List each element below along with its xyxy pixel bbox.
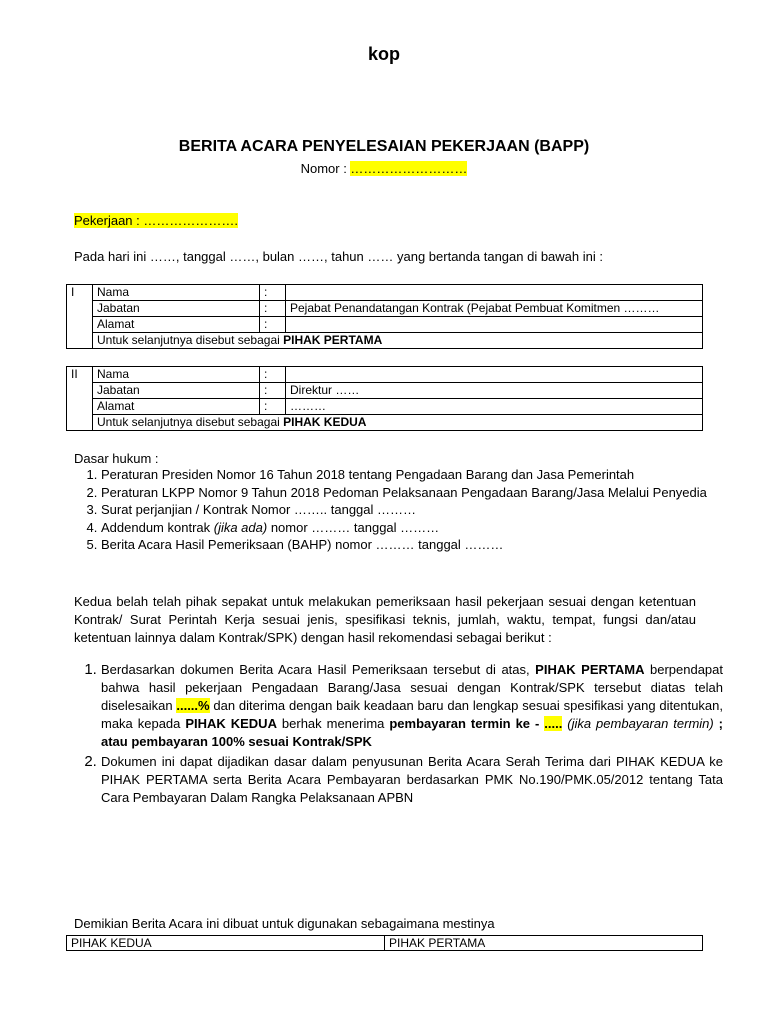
pihak-pertama-table bbox=[66, 284, 703, 349]
letterhead-kop: kop bbox=[367, 44, 400, 64]
pekerjaan-line bbox=[74, 213, 238, 228]
list-item: 1. Peraturan Presiden Nomor 16 Tahun 2018 tentang Pengadaan Barang dan Jasa Pemerintah bbox=[101, 466, 741, 484]
note-prefix: Untuk selanjutnya disebut sebagai bbox=[97, 415, 284, 429]
party-note bbox=[93, 333, 703, 349]
termin-note: (jika pembayaran termin) bbox=[562, 716, 714, 731]
field-value bbox=[286, 285, 703, 301]
field-label: Jabatan bbox=[93, 301, 260, 317]
field-colon: : bbox=[260, 399, 286, 415]
closing-statement: Demikian Berita Acara ini dibuat untuk digunakan sebagaimana mestinya bbox=[74, 916, 495, 931]
text-run: Berdasarkan dokumen Berita Acara Hasil Pemeriksaan tersebut di atas, bbox=[101, 662, 536, 677]
dasar-hukum-list bbox=[74, 466, 741, 554]
pekerjaan-text: Pekerjaan : …………………. bbox=[74, 213, 238, 228]
party-number: I bbox=[67, 285, 93, 349]
list-item: 5. Berita Acara Hasil Pemeriksaan (BAHP) nomor ……… tanggal ……… bbox=[101, 536, 741, 554]
text-run: berhak menerima bbox=[276, 716, 390, 731]
field-value: Direktur …… bbox=[286, 383, 703, 399]
list-item bbox=[101, 661, 723, 751]
field-value: ……… bbox=[286, 399, 703, 415]
note-prefix: Untuk selanjutnya disebut sebagai bbox=[97, 333, 284, 347]
pihak-kedua-table bbox=[66, 366, 703, 431]
nomor-value: ……………………… bbox=[350, 161, 468, 176]
field-colon: : bbox=[260, 383, 286, 399]
list-item: 2. Peraturan LKPP Nomor 9 Tahun 2018 Pedoman Pelaksanaan Pengadaan Barang/Jasa Melalui Penyedia bbox=[101, 484, 741, 502]
field-value bbox=[286, 317, 703, 333]
payment-text: ; atau pembayaran 100% sesuai Kontrak/SPK bbox=[101, 716, 723, 749]
text-run: dan diterima dengan baik keadaan baru dan lengkap sesuai spesifikasi yang ditentukan, maka kepada bbox=[101, 698, 723, 731]
item-text: Addendum kontrak bbox=[101, 519, 214, 535]
item-text: nomor ……… tanggal ……… bbox=[267, 519, 440, 535]
table-row bbox=[67, 367, 703, 383]
signature-table bbox=[66, 935, 703, 951]
text-run: berpendapat bahwa hasil pekerjaan Pengadaan Barang/Jasa sesuai dengan Kontrak/SPK tersebut diatas telah diselesaikan bbox=[101, 662, 724, 713]
nomor-label: Nomor : bbox=[300, 161, 351, 176]
item-italic: (jika ada) bbox=[213, 519, 268, 535]
party-role: PIHAK KEDUA bbox=[185, 716, 277, 731]
intro-line: Pada hari ini ……, tanggal ……, bulan ……, tahun …… yang bertanda tangan di bawah ini : bbox=[74, 249, 603, 264]
party-role: PIHAK PERTAMA bbox=[535, 662, 645, 677]
list-item: 2. Dokumen ini dapat dijadikan dasar dalam penyusunan Berita Acara Serah Terima dari PIHAK KEDUA ke PIHAK PERTAMA serta Berita Acara Pembayaran berdasarkan PMK No.190/PMK.05/2012 tentang Tata Cara Pembayaran Dalam Rangka Pelaksanaan APBN bbox=[101, 753, 723, 807]
agreement-paragraph: Kedua belah telah pihak sepakat untuk melakukan pemeriksaan hasil pekerjaan sesuai dengan ketentuan Kontrak/ Surat Perintah Kerja sesuai jenis, spesifikasi teknis, jumlah, waktu, tempat, fungsi dan/atau ketentuan lainnya dalam Kontrak/SPK) dengan hasil rekomendasi sebagai berikut : bbox=[74, 594, 696, 645]
field-label: Nama bbox=[93, 367, 260, 383]
payment-text: pembayaran termin ke - bbox=[389, 716, 545, 731]
table-row bbox=[67, 415, 703, 431]
party-role: PIHAK KEDUA bbox=[283, 415, 367, 429]
document-title: BERITA ACARA PENYELESAIAN PEKERJAAN (BAPP) bbox=[178, 138, 590, 155]
party-number: II bbox=[67, 367, 93, 431]
party-note bbox=[93, 415, 703, 431]
list-item: 3. Surat perjanjian / Kontrak Nomor …….. tanggal ……… bbox=[101, 501, 741, 519]
table-row bbox=[67, 936, 703, 951]
field-label: Nama bbox=[93, 285, 260, 301]
dasar-hukum-label: Dasar hukum : bbox=[74, 451, 159, 466]
table-row bbox=[67, 301, 703, 317]
table-row bbox=[67, 285, 703, 301]
field-colon: : bbox=[260, 317, 286, 333]
field-colon: : bbox=[260, 367, 286, 383]
field-label: Alamat bbox=[93, 399, 260, 415]
document-number bbox=[0, 161, 768, 176]
field-colon: : bbox=[260, 301, 286, 317]
field-value bbox=[286, 367, 703, 383]
table-row bbox=[67, 317, 703, 333]
party-role: PIHAK PERTAMA bbox=[283, 333, 383, 347]
field-colon: : bbox=[260, 285, 286, 301]
field-label: Jabatan bbox=[93, 383, 260, 399]
table-row bbox=[67, 399, 703, 415]
completion-percent: ......% bbox=[176, 698, 210, 713]
table-row bbox=[67, 333, 703, 349]
recommendation-list bbox=[74, 661, 723, 807]
list-item bbox=[101, 519, 741, 537]
signature-pihak-pertama: PIHAK PERTAMA bbox=[385, 936, 703, 951]
field-label: Alamat bbox=[93, 317, 260, 333]
termin-number: ..... bbox=[544, 716, 563, 731]
signature-pihak-kedua: PIHAK KEDUA bbox=[67, 936, 385, 951]
table-row bbox=[67, 383, 703, 399]
field-value: Pejabat Penandatangan Kontrak (Pejabat Pembuat Komitmen ……… bbox=[286, 301, 703, 317]
